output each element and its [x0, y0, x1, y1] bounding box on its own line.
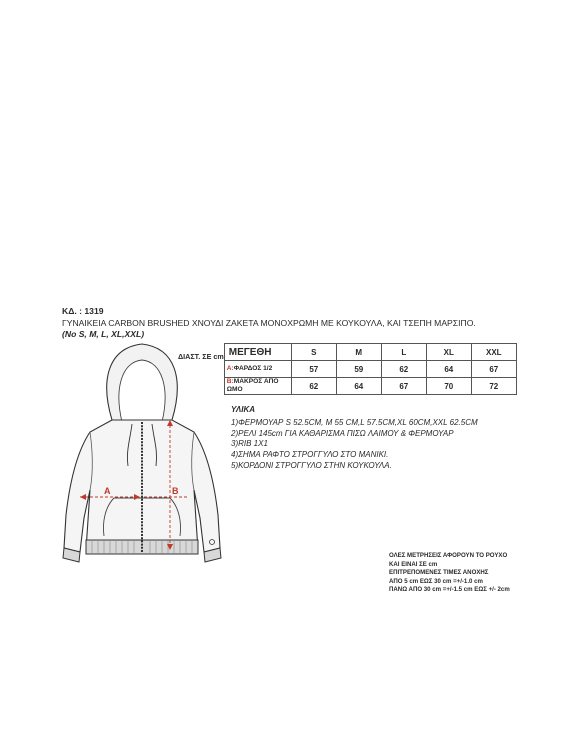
- note-line: ΠΑΝΩ ΑΠΟ 30 cm =+/-1.5 cm ΕΩΣ +/- 2cm: [389, 586, 510, 594]
- list-item: 3)RIB 1X1: [231, 439, 268, 449]
- table-cell: 64: [426, 361, 471, 378]
- size-header: M: [336, 344, 381, 361]
- size-header: S: [291, 344, 336, 361]
- measurement-a-label: A: [104, 486, 111, 496]
- product-description: ΓΥΝΑΙΚΕΙΑ CARBON BRUSHED ΧΝΟΥΔΙ ΖΑΚΕΤΑ ΜΟΝΟΧΡΩΜΗ ΜΕ ΚΟΥΚΟΥΛΑ, ΚΑΙ ΤΣΕΠΗ ΜΑΡΣΙΠΟ.: [62, 317, 476, 328]
- size-chart-header-row: [178, 344, 516, 361]
- measurement-b-label: B: [172, 486, 179, 496]
- dimension-unit-label: ΔΙΑΣΤ. ΣΕ cm: [178, 351, 224, 361]
- size-header: XXL: [471, 344, 516, 361]
- table-cell: 59: [336, 361, 381, 378]
- size-chart-row-length: [178, 378, 516, 395]
- table-cell: 57: [291, 361, 336, 378]
- row-key: B:: [226, 378, 234, 385]
- size-header: L: [381, 344, 426, 361]
- table-cell: 62: [291, 378, 336, 395]
- hood-opening: [119, 360, 165, 422]
- measurement-notes: [389, 552, 510, 595]
- materials-title: ΥΛΙΚΑ: [231, 405, 256, 414]
- size-chart-row-width: [178, 361, 516, 378]
- size-chart-table: [178, 343, 517, 395]
- row-label-length: [224, 378, 291, 395]
- row-label-width: [224, 361, 291, 378]
- list-item: 4)ΣΗΜΑ ΡΑΦΤΟ ΣΤΡΟΓΓΥΛΟ ΣΤΟ ΜΑΝΙΚΙ.: [231, 450, 389, 460]
- table-cell: 64: [336, 378, 381, 395]
- row-label-text: ΜΑΚΡΟΣ ΑΠΟ ΩΜΟ: [226, 378, 279, 393]
- table-cell: 67: [381, 378, 426, 395]
- list-item: 2)ΡΕΛΙ 145cm ΓΙΑ ΚΑΘΑΡΙΣΜΑ ΠΙΣΩ ΛΑΙΜΟΥ & ΦΕΡΜΟΥΑΡ: [231, 428, 454, 438]
- table-cell: 62: [381, 361, 426, 378]
- row-label-text: ΦΑΡΔΟΣ 1/2: [233, 365, 273, 372]
- table-cell: 67: [471, 361, 516, 378]
- table-cell: 72: [471, 378, 516, 395]
- materials-list: [231, 405, 478, 472]
- product-header: [62, 306, 476, 341]
- note-line: ΟΛΕΣ ΜΕΤΡΗΣΕΙΣ ΑΦΟΡΟΥΝ ΤΟ ΡΟΥΧΟ: [389, 552, 508, 559]
- note-line: ΑΠΟ 5 cm ΕΩΣ 30 cm =+/-1.0 cm: [389, 577, 483, 585]
- product-code: ΚΔ. : 1319: [62, 306, 104, 316]
- list-item: 1)ΦΕΡΜΟΥΑΡ S 52.5CM, M 55 CM,L 57.5CM,XL 60CM,XXL 62.5CM: [231, 417, 478, 427]
- size-header: XL: [426, 344, 471, 361]
- row-key: A:: [226, 365, 234, 372]
- available-sizes: (No S, M, L, XL,XXL): [62, 329, 145, 339]
- table-cell: 70: [426, 378, 471, 395]
- sizes-header-label: ΜΕΓΕΘΗ: [224, 344, 291, 361]
- note-line: ΚΑΙ ΕΙΝΑΙ ΣΕ cm: [389, 560, 438, 568]
- note-line: ΕΠΙΤΡΕΠΟΜΕΝΕΣ ΤΙΜΕΣ ΑΝΟΧΗΣ: [389, 569, 489, 577]
- list-item: 5)ΚΟΡΔΟΝΙ ΣΤΡΟΓΓΥΛΟ ΣΤΗΝ ΚΟΥΚΟΥΛΑ.: [231, 460, 392, 470]
